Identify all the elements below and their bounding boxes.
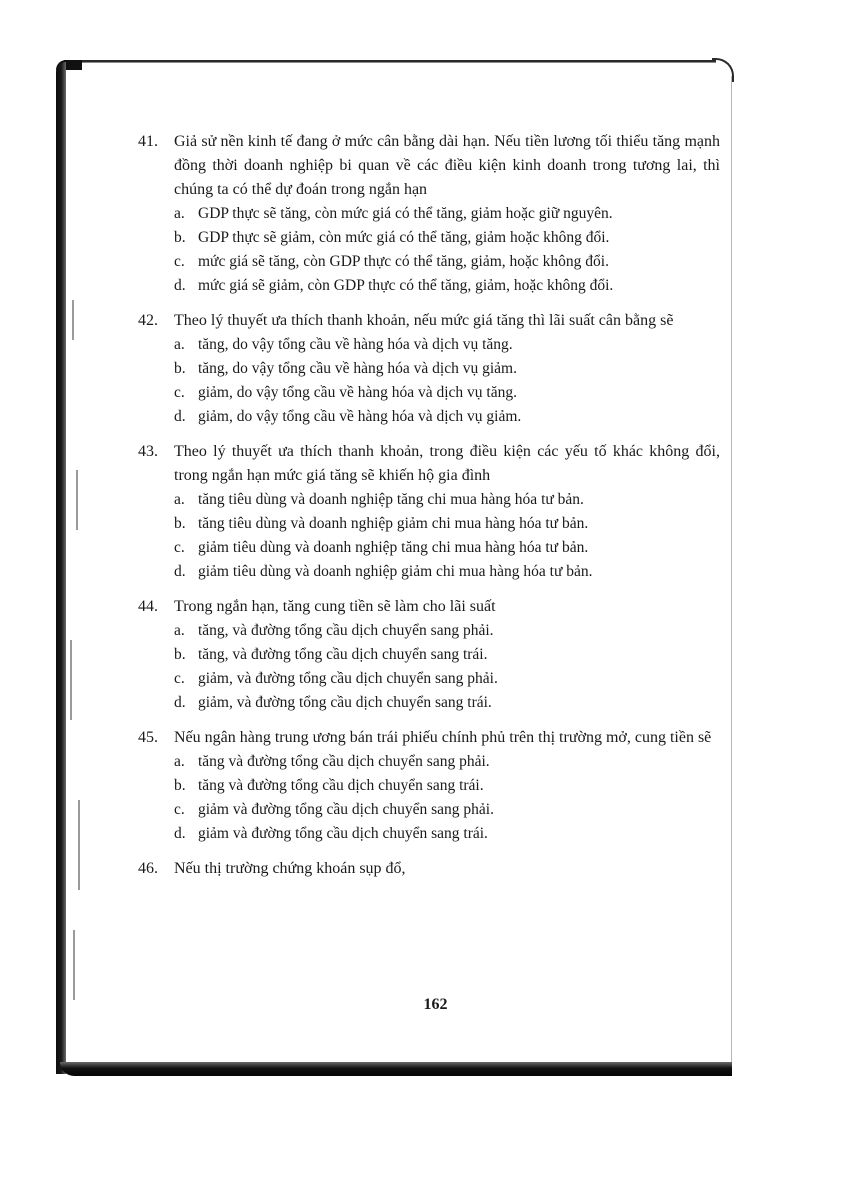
scan-smudge (70, 640, 72, 720)
answer-option-c (138, 798, 720, 822)
option-text: mức giá sẽ tăng, còn GDP thực có thể tăng, giảm, hoặc không đổi. (198, 253, 609, 270)
option-text: GDP thực sẽ giảm, còn mức giá có thể tăng, giảm hoặc không đổi. (198, 229, 610, 246)
scan-smudge (73, 930, 75, 1000)
question-number: 41. (138, 133, 158, 150)
page-right-edge (731, 76, 732, 1076)
option-letter: c. (174, 384, 185, 401)
scan-smudge (72, 300, 74, 340)
option-text: tăng tiêu dùng và doanh nghiệp tăng chi mua hàng hóa tư bản. (198, 491, 584, 508)
scan-smudge (76, 470, 78, 530)
option-text: tăng tiêu dùng và doanh nghiệp giảm chi mua hàng hóa tư bản. (198, 515, 589, 532)
option-text: giảm và đường tổng cầu dịch chuyển sang trái. (198, 825, 488, 842)
option-letter: a. (174, 622, 185, 639)
answer-option-a (138, 333, 720, 357)
option-text: tăng, và đường tổng cầu dịch chuyển sang trái. (198, 646, 488, 663)
answer-option-d (138, 274, 720, 298)
option-letter: b. (174, 229, 186, 246)
answer-option-a (138, 488, 720, 512)
option-text: tăng và đường tổng cầu dịch chuyển sang trái. (198, 777, 484, 794)
binding-shadow-left (56, 62, 66, 1074)
option-text: giảm tiêu dùng và doanh nghiệp giảm chi mua hàng hóa tư bản. (198, 563, 593, 580)
question-stem (138, 857, 720, 881)
answer-option-b (138, 357, 720, 381)
answer-option-b (138, 643, 720, 667)
binding-shadow-bottom (60, 1062, 732, 1076)
question-46 (138, 857, 720, 881)
option-text: tăng, do vậy tổng cầu về hàng hóa và dịch vụ giảm. (198, 360, 517, 377)
option-letter: a. (174, 491, 185, 508)
option-text: GDP thực sẽ tăng, còn mức giá có thể tăng, giảm hoặc giữ nguyên. (198, 205, 613, 222)
option-text: giảm tiêu dùng và doanh nghiệp tăng chi mua hàng hóa tư bản. (198, 539, 589, 556)
question-41 (138, 130, 720, 298)
question-text: Nếu thị trường chứng khoán sụp đổ, (174, 860, 406, 877)
answer-option-a (138, 202, 720, 226)
option-letter: b. (174, 777, 186, 794)
option-letter: a. (174, 336, 185, 353)
answer-option-c (138, 667, 720, 691)
question-stem (138, 130, 720, 202)
question-stem (138, 726, 720, 750)
answer-option-d (138, 822, 720, 846)
option-text: mức giá sẽ giảm, còn GDP thực có thể tăng, giảm, hoặc không đổi. (198, 277, 614, 294)
question-list (138, 130, 720, 892)
option-letter: b. (174, 515, 186, 532)
question-42 (138, 309, 720, 429)
option-letter: d. (174, 408, 186, 425)
option-letter: c. (174, 670, 185, 687)
option-text: tăng và đường tổng cầu dịch chuyển sang phải. (198, 753, 490, 770)
option-text: tăng, do vậy tổng cầu về hàng hóa và dịch vụ tăng. (198, 336, 513, 353)
question-text: Giả sử nền kinh tế đang ở mức cân bằng dài hạn. Nếu tiền lương tối thiểu tăng mạnh đồng thời doanh nghiệp bi quan về các điều kiện kinh doanh trong tương lai, thì chúng ta có thể dự đoán trong ngắn hạn (174, 133, 720, 198)
option-letter: d. (174, 563, 186, 580)
option-letter: c. (174, 801, 185, 818)
question-number: 45. (138, 729, 158, 746)
option-letter: d. (174, 694, 186, 711)
answer-option-b (138, 226, 720, 250)
question-text: Theo lý thuyết ưa thích thanh khoản, nếu mức giá tăng thì lãi suất cân bằng sẽ (174, 312, 674, 329)
question-number: 46. (138, 860, 158, 877)
option-letter: b. (174, 360, 186, 377)
answer-option-c (138, 381, 720, 405)
option-letter: a. (174, 205, 185, 222)
option-letter: b. (174, 646, 186, 663)
page-number: 162 (423, 996, 448, 1013)
option-letter: a. (174, 753, 185, 770)
answer-option-b (138, 774, 720, 798)
answer-option-c (138, 536, 720, 560)
page-top-rule-shadow (64, 62, 716, 63)
option-text: tăng, và đường tổng cầu dịch chuyển sang phải. (198, 622, 494, 639)
question-number: 44. (138, 598, 158, 615)
option-text: giảm, do vậy tổng cầu về hàng hóa và dịch vụ tăng. (198, 384, 517, 401)
question-44 (138, 595, 720, 715)
answer-option-a (138, 619, 720, 643)
option-text: giảm, và đường tổng cầu dịch chuyển sang phải. (198, 670, 498, 687)
option-letter: c. (174, 253, 185, 270)
option-text: giảm và đường tổng cầu dịch chuyển sang phải. (198, 801, 494, 818)
question-43 (138, 440, 720, 584)
answer-option-c (138, 250, 720, 274)
question-number: 43. (138, 443, 158, 460)
answer-option-a (138, 750, 720, 774)
question-stem (138, 595, 720, 619)
question-stem (138, 309, 720, 333)
answer-option-d (138, 560, 720, 584)
question-stem (138, 440, 720, 488)
answer-option-b (138, 512, 720, 536)
option-letter: d. (174, 825, 186, 842)
question-text: Trong ngắn hạn, tăng cung tiền sẽ làm cho lãi suất (174, 598, 496, 615)
question-text: Nếu ngân hàng trung ương bán trái phiếu chính phủ trên thị trường mở, cung tiền sẽ (174, 729, 712, 746)
question-45 (138, 726, 720, 846)
question-number: 42. (138, 312, 158, 329)
option-letter: d. (174, 277, 186, 294)
answer-option-d (138, 405, 720, 429)
option-text: giảm, và đường tổng cầu dịch chuyển sang trái. (198, 694, 492, 711)
scan-smudge (78, 800, 80, 890)
question-text: Theo lý thuyết ưa thích thanh khoản, trong điều kiện các yếu tố khác không đổi, trong ngắn hạn mức giá tăng sẽ khiến hộ gia đình (174, 443, 720, 484)
option-letter: c. (174, 539, 185, 556)
option-text: giảm, do vậy tổng cầu về hàng hóa và dịch vụ giảm. (198, 408, 522, 425)
answer-option-d (138, 691, 720, 715)
